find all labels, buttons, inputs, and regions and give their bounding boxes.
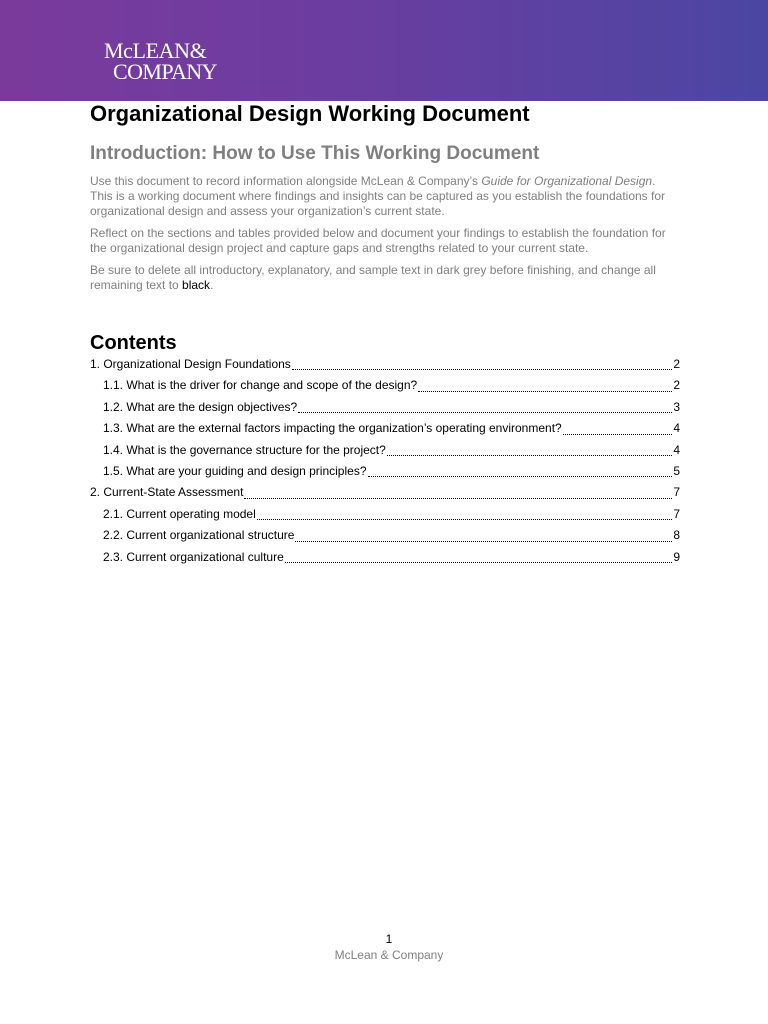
toc-entry-text: 1.2. What are the design objectives?	[103, 399, 298, 414]
toc-entry[interactable]	[90, 528, 680, 549]
intro-paragraph-3	[90, 263, 680, 293]
toc-entry[interactable]	[90, 464, 680, 485]
intro-paragraph-1	[90, 174, 680, 219]
footer-company-name: McLean & Company	[334, 948, 444, 962]
toc-page-number: 4	[673, 421, 680, 436]
toc-entry-text: 1. Organizational Design Foundations	[90, 357, 291, 371]
toc-page-number: 5	[673, 463, 680, 478]
header-banner	[0, 0, 768, 101]
intro-p1-text-a: Use this document to record information alongside McLean & Company’s	[90, 174, 482, 188]
guide-title-italic: Guide for Organizational Design	[481, 174, 653, 188]
toc-entry-text: 2.1. Current operating model	[103, 506, 256, 521]
intro-p1-text-b: . This is a working document where findings and insights can be captured as you establish the foundations for organizational design and assess your organization’s current state.	[90, 174, 666, 218]
intro-paragraph-2: Reflect on the sections and tables provided below and document your findings to establish the foundation for the organizational design project and capture gaps and strengths related to your current state.	[90, 226, 666, 255]
toc-dot-leader	[244, 498, 672, 499]
toc-entry-text: 1.3. What are the external factors impacting the organization’s operating environment?	[103, 421, 562, 436]
intro-p3-text-a: Be sure to delete all introductory, explanatory, and sample text in dark grey before finishing, and change all remaining text to	[90, 263, 656, 292]
intro-heading: Introduction: How to Use This Working Document	[90, 143, 540, 164]
toc-entry[interactable]	[90, 421, 680, 442]
page-number: 1	[385, 932, 393, 946]
toc-dot-leader	[387, 455, 672, 456]
toc-entry[interactable]	[90, 443, 680, 464]
toc-page-number: 3	[673, 399, 680, 414]
intro-p3-text-b: .	[210, 278, 214, 292]
toc-entry-text: 2.2. Current organizational structure	[103, 528, 295, 543]
toc-dot-leader	[563, 434, 673, 435]
document-body	[90, 100, 680, 571]
contents-heading: Contents	[90, 332, 177, 354]
toc-entry-text: 2. Current-State Assessment	[90, 485, 244, 500]
table-of-contents	[90, 357, 680, 571]
logo-line-2: COMPANY	[113, 59, 217, 84]
toc-dot-leader	[368, 476, 673, 477]
toc-dot-leader	[285, 562, 673, 563]
toc-page-number: 4	[673, 442, 680, 457]
document-title: Organizational Design Working Document	[90, 101, 530, 126]
logo-line-1: McLEAN&	[104, 38, 207, 63]
toc-entry[interactable]	[90, 378, 680, 399]
toc-page-number: 2	[673, 357, 680, 371]
toc-page-number: 8	[673, 528, 680, 543]
black-word: black	[182, 278, 211, 292]
toc-entry-text: 1.1. What is the driver for change and scope of the design?	[103, 378, 418, 393]
page-footer	[0, 932, 768, 963]
toc-page-number: 9	[673, 549, 680, 564]
toc-entry-text: 1.5. What are your guiding and design principles?	[103, 463, 367, 478]
toc-page-number: 2	[673, 378, 680, 393]
mclean-company-logo	[104, 40, 217, 82]
toc-dot-leader	[298, 412, 672, 413]
toc-entry[interactable]	[90, 400, 680, 421]
toc-entry-text: 1.4. What is the governance structure for the project?	[103, 442, 386, 457]
toc-entry[interactable]	[90, 485, 680, 506]
toc-entry[interactable]	[90, 357, 680, 378]
toc-entry-text: 2.3. Current organizational culture	[103, 549, 284, 564]
toc-dot-leader	[418, 391, 672, 392]
toc-page-number: 7	[673, 506, 680, 521]
toc-dot-leader	[257, 519, 673, 520]
toc-dot-leader	[292, 369, 673, 370]
toc-entry[interactable]	[90, 550, 680, 571]
toc-entry[interactable]	[90, 507, 680, 528]
toc-page-number: 7	[673, 485, 680, 500]
toc-dot-leader	[295, 541, 672, 542]
